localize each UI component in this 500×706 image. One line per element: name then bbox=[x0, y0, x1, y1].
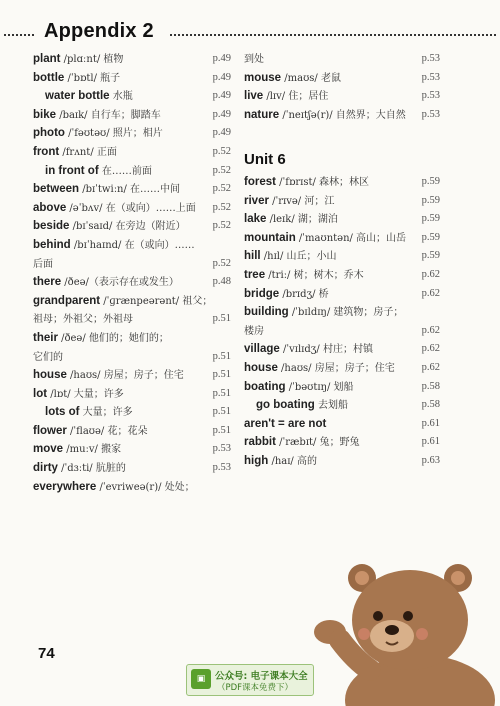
vocab-word: above bbox=[33, 201, 67, 214]
vocab-word: between bbox=[33, 183, 80, 196]
vocab-word: front bbox=[33, 145, 60, 158]
vocab-word: house bbox=[33, 369, 67, 382]
vocab-entry bbox=[244, 303, 440, 322]
vocab-entry bbox=[244, 87, 440, 106]
vocab-page-ref: p.52 bbox=[212, 201, 231, 213]
vocab-word: lots of bbox=[45, 406, 80, 419]
vocab-page-ref: p.61 bbox=[421, 417, 440, 429]
vocab-meaning: /brɪdʒ/ 桥 bbox=[279, 288, 329, 300]
vocab-word: bottle bbox=[33, 71, 65, 84]
unit-heading: Unit 6 bbox=[244, 150, 286, 168]
vocab-word: mouse bbox=[244, 71, 282, 84]
vocab-meaning: /hɪl/ 山丘；小山 bbox=[260, 251, 337, 263]
vocab-page-ref: p.53 bbox=[212, 443, 231, 455]
vocab-meaning: /ˈevriweə(r)/ 处处； bbox=[96, 481, 195, 493]
vocab-entry bbox=[33, 124, 231, 143]
watermark-logo-icon: ▣ bbox=[191, 669, 211, 689]
vocab-entry bbox=[33, 273, 231, 292]
vocab-entry bbox=[244, 210, 440, 229]
vocab-entry bbox=[33, 87, 231, 106]
vocab-entry bbox=[244, 69, 440, 88]
vocab-entry bbox=[33, 478, 231, 497]
dotted-rule-left bbox=[4, 34, 34, 36]
vocab-meaning: /ˈvɪlɪdʒ/ 村庄；村镇 bbox=[279, 344, 373, 356]
vocab-page-ref: p.59 bbox=[421, 213, 440, 225]
vocab-entry bbox=[244, 192, 440, 211]
vocab-page-ref: p.59 bbox=[421, 175, 440, 187]
vocab-entry bbox=[33, 459, 231, 478]
vocab-meaning: 在……前面 bbox=[98, 165, 152, 177]
vocab-entry bbox=[244, 452, 440, 471]
vocab-word: nature bbox=[244, 108, 280, 121]
vocab-entry bbox=[33, 217, 231, 236]
vocab-page-ref: p.62 bbox=[421, 324, 440, 336]
vocab-entry bbox=[244, 266, 440, 285]
vocab-word: aren't = are not bbox=[244, 417, 327, 430]
vocab-entry bbox=[244, 359, 440, 378]
vocab-page-ref: p.52 bbox=[212, 257, 231, 269]
vocab-meaning: /leɪk/ 湖；湖泊 bbox=[266, 214, 338, 226]
vocab-meaning: 楼房 bbox=[244, 325, 264, 337]
unit-6-entries bbox=[244, 173, 440, 471]
vocab-page-ref: p.51 bbox=[212, 406, 231, 418]
vocab-page-ref: p.49 bbox=[212, 90, 231, 102]
left-vocabulary-column bbox=[33, 50, 231, 496]
bear-illustration bbox=[300, 550, 500, 706]
vocab-meaning: /ˈflaʊə/ 花；花朵 bbox=[66, 425, 148, 437]
vocab-page-ref: p.59 bbox=[421, 250, 440, 262]
page-number: 74 bbox=[38, 645, 55, 662]
vocab-page-ref: p.48 bbox=[212, 276, 231, 288]
vocab-page-ref: p.49 bbox=[212, 71, 231, 83]
vocab-word: their bbox=[33, 331, 58, 344]
vocab-word: lot bbox=[33, 387, 48, 400]
right-vocabulary-column bbox=[244, 50, 440, 470]
vocab-page-ref: p.62 bbox=[421, 287, 440, 299]
vocab-word: rabbit bbox=[244, 436, 276, 449]
vocab-page-ref: p.49 bbox=[212, 53, 231, 64]
vocab-entry bbox=[33, 348, 231, 367]
vocab-word: in front of bbox=[45, 164, 99, 177]
vocab-meaning: /ðeə/ 他们的；她们的； bbox=[57, 332, 169, 344]
vocab-page-ref: p.59 bbox=[421, 194, 440, 206]
vocab-page-ref: p.53 bbox=[421, 90, 440, 102]
vocab-page-ref: p.53 bbox=[421, 53, 440, 64]
vocab-word: grandparent bbox=[33, 294, 101, 307]
vocab-entry bbox=[33, 255, 231, 274]
vocab-entry bbox=[33, 50, 231, 69]
vocab-meaning: 到处 bbox=[244, 54, 264, 65]
vocab-meaning: /ˈdɜːti/ 肮脏的 bbox=[57, 463, 126, 475]
vocab-meaning: 它们的 bbox=[33, 351, 63, 363]
vocab-page-ref: p.49 bbox=[212, 108, 231, 120]
vocab-meaning: /ðeə/（表示存在或发生） bbox=[61, 277, 179, 289]
vocab-word: dirty bbox=[33, 462, 58, 475]
watermark-line-2: （PDF课本免费下） bbox=[217, 683, 294, 693]
vocab-entry bbox=[33, 69, 231, 88]
vocab-word: boating bbox=[244, 380, 286, 393]
vocab-word: go boating bbox=[256, 399, 315, 412]
vocab-meaning: /ˈneɪtʃə(r)/ 自然界；大自然 bbox=[279, 109, 406, 121]
vocab-entry bbox=[33, 310, 231, 329]
vocab-word: forest bbox=[244, 175, 276, 188]
vocab-meaning: /ˈfəʊtəʊ/ 照片；相片 bbox=[64, 128, 163, 140]
vocab-word: village bbox=[244, 343, 280, 356]
watermark-line-1: 公众号: 电子课本大全 bbox=[215, 671, 308, 682]
vocab-entry bbox=[33, 162, 231, 181]
vocab-word: beside bbox=[33, 220, 70, 233]
watermark-badge bbox=[186, 664, 314, 696]
vocab-meaning: /baɪk/ 自行车；脚踏车 bbox=[56, 109, 161, 121]
vocab-page-ref: p.62 bbox=[421, 343, 440, 355]
vocab-entry bbox=[33, 106, 231, 125]
vocab-meaning: /lɒt/ 大量；许多 bbox=[47, 388, 124, 400]
vocab-meaning: /ˈrɪvə/ 河；江 bbox=[268, 195, 335, 207]
vocab-page-ref: p.62 bbox=[421, 361, 440, 373]
vocab-word: tree bbox=[244, 268, 266, 281]
vocab-word: move bbox=[33, 443, 64, 456]
vocab-entry bbox=[33, 199, 231, 218]
vocab-page-ref: p.58 bbox=[421, 380, 440, 392]
vocab-page-ref: p.59 bbox=[421, 231, 440, 243]
vocab-entry bbox=[33, 292, 231, 311]
vocab-meaning: /bɪˈhaɪnd/ 在（或向）…… bbox=[70, 239, 195, 251]
vocab-word: flower bbox=[33, 424, 67, 437]
vocab-word: house bbox=[244, 361, 278, 374]
vocab-page-ref: p.52 bbox=[212, 220, 231, 232]
vocab-entry bbox=[244, 433, 440, 452]
vocab-page-ref: p.51 bbox=[212, 387, 231, 399]
vocab-entry bbox=[33, 403, 231, 422]
vocab-meaning: /ˈɡrænpeərənt/ 祖父； bbox=[100, 295, 213, 307]
vocab-page-ref: p.53 bbox=[212, 462, 231, 474]
vocab-entry bbox=[244, 229, 440, 248]
vocab-entry bbox=[244, 247, 440, 266]
vocab-meaning: 水瓶 bbox=[109, 91, 133, 103]
vocab-entry bbox=[33, 366, 231, 385]
vocab-entry bbox=[33, 329, 231, 348]
page-title: Appendix 2 bbox=[44, 20, 154, 42]
dotted-rule-right bbox=[170, 34, 496, 36]
vocab-entry bbox=[244, 340, 440, 359]
vocab-meaning: 大量；许多 bbox=[79, 407, 133, 419]
vocab-page-ref: p.62 bbox=[421, 268, 440, 280]
vocab-meaning: /haʊs/ 房屋；房子；住宅 bbox=[277, 362, 395, 374]
vocab-page-ref: p.53 bbox=[421, 108, 440, 120]
vocab-entry bbox=[33, 180, 231, 199]
appendix-header bbox=[0, 0, 500, 48]
vocab-entry bbox=[244, 173, 440, 192]
vocab-word: live bbox=[244, 90, 264, 103]
vocab-word: mountain bbox=[244, 231, 296, 244]
vocab-page-ref: p.51 bbox=[212, 424, 231, 436]
vocab-page-ref: p.58 bbox=[421, 399, 440, 411]
vocab-page-ref: p.61 bbox=[421, 436, 440, 448]
vocab-meaning: /bɪˈsaɪd/ 在旁边（附近） bbox=[69, 221, 186, 233]
vocab-meaning: /ˈmaʊntən/ 高山；山岳 bbox=[295, 232, 407, 244]
vocab-word: lake bbox=[244, 213, 267, 226]
vocab-word: bike bbox=[33, 108, 57, 121]
vocab-page-ref: p.51 bbox=[212, 369, 231, 381]
vocab-word: bridge bbox=[244, 287, 280, 300]
vocab-page-ref: p.53 bbox=[421, 71, 440, 83]
vocab-word: everywhere bbox=[33, 480, 97, 493]
vocab-meaning: 后面 bbox=[33, 258, 53, 270]
vocab-page-ref: p.51 bbox=[212, 350, 231, 362]
vocab-word: high bbox=[244, 454, 269, 467]
vocab-entry bbox=[33, 236, 231, 255]
vocab-meaning: 祖母；外祖父；外祖母 bbox=[33, 314, 133, 326]
vocab-meaning: /plɑːnt/ 植物 bbox=[60, 54, 124, 65]
vocab-meaning: /haɪ/ 高的 bbox=[268, 455, 317, 467]
vocab-page-ref: p.52 bbox=[212, 145, 231, 157]
vocab-word: hill bbox=[244, 250, 261, 263]
vocab-page-ref: p.49 bbox=[212, 127, 231, 139]
vocab-entry bbox=[244, 322, 440, 341]
vocab-meaning: /ˈbəʊtɪŋ/ 划船 bbox=[285, 381, 354, 393]
vocab-page-ref: p.52 bbox=[212, 164, 231, 176]
vocab-page-ref: p.63 bbox=[421, 454, 440, 466]
vocab-meaning: 去划船 bbox=[314, 400, 348, 412]
vocab-meaning: /maʊs/ 老鼠 bbox=[281, 72, 341, 84]
vocab-word: behind bbox=[33, 238, 71, 251]
vocab-meaning: /ˈbɪldɪŋ/ 建筑物；房子； bbox=[288, 307, 404, 319]
vocab-entry bbox=[33, 385, 231, 404]
vocab-entry bbox=[33, 143, 231, 162]
vocab-meaning: /frʌnt/ 正面 bbox=[59, 146, 117, 158]
section-gap bbox=[244, 124, 440, 143]
vocab-word: building bbox=[244, 306, 289, 319]
vocab-page-ref: p.52 bbox=[212, 183, 231, 195]
vocab-word: water bottle bbox=[45, 90, 110, 103]
vocab-entry bbox=[33, 422, 231, 441]
vocab-word: there bbox=[33, 276, 62, 289]
vocab-meaning: /ˈfɒrɪst/ 森林；林区 bbox=[275, 176, 370, 188]
vocab-word: river bbox=[244, 194, 269, 207]
vocab-meaning: /muːv/ 搬家 bbox=[63, 444, 122, 456]
vocab-word: plant bbox=[33, 53, 61, 65]
vocab-entry bbox=[244, 50, 440, 69]
vocab-meaning: /ˈræbɪt/ 兔；野兔 bbox=[275, 437, 360, 449]
vocab-entry bbox=[33, 440, 231, 459]
vocab-meaning: /ˈbɒtl/ 瓶子 bbox=[64, 72, 121, 84]
vocab-meaning: /bɪˈtwiːn/ 在……中间 bbox=[79, 184, 181, 196]
vocab-entry bbox=[244, 396, 440, 415]
right-top-entries bbox=[244, 50, 440, 124]
vocab-meaning: /haʊs/ 房屋；房子；住宅 bbox=[66, 370, 184, 382]
vocab-entry bbox=[244, 415, 440, 434]
vocab-meaning: /triː/ 树；树木；乔木 bbox=[265, 269, 364, 281]
vocab-page-ref: p.51 bbox=[212, 313, 231, 325]
vocab-entry bbox=[244, 285, 440, 304]
vocab-entry bbox=[244, 378, 440, 397]
vocab-meaning: /lɪv/ 住；居住 bbox=[263, 91, 329, 103]
vocab-word: photo bbox=[33, 127, 65, 140]
vocab-meaning: /əˈbʌv/ 在（或向）……上面 bbox=[66, 202, 196, 214]
vocab-entry bbox=[244, 106, 440, 125]
